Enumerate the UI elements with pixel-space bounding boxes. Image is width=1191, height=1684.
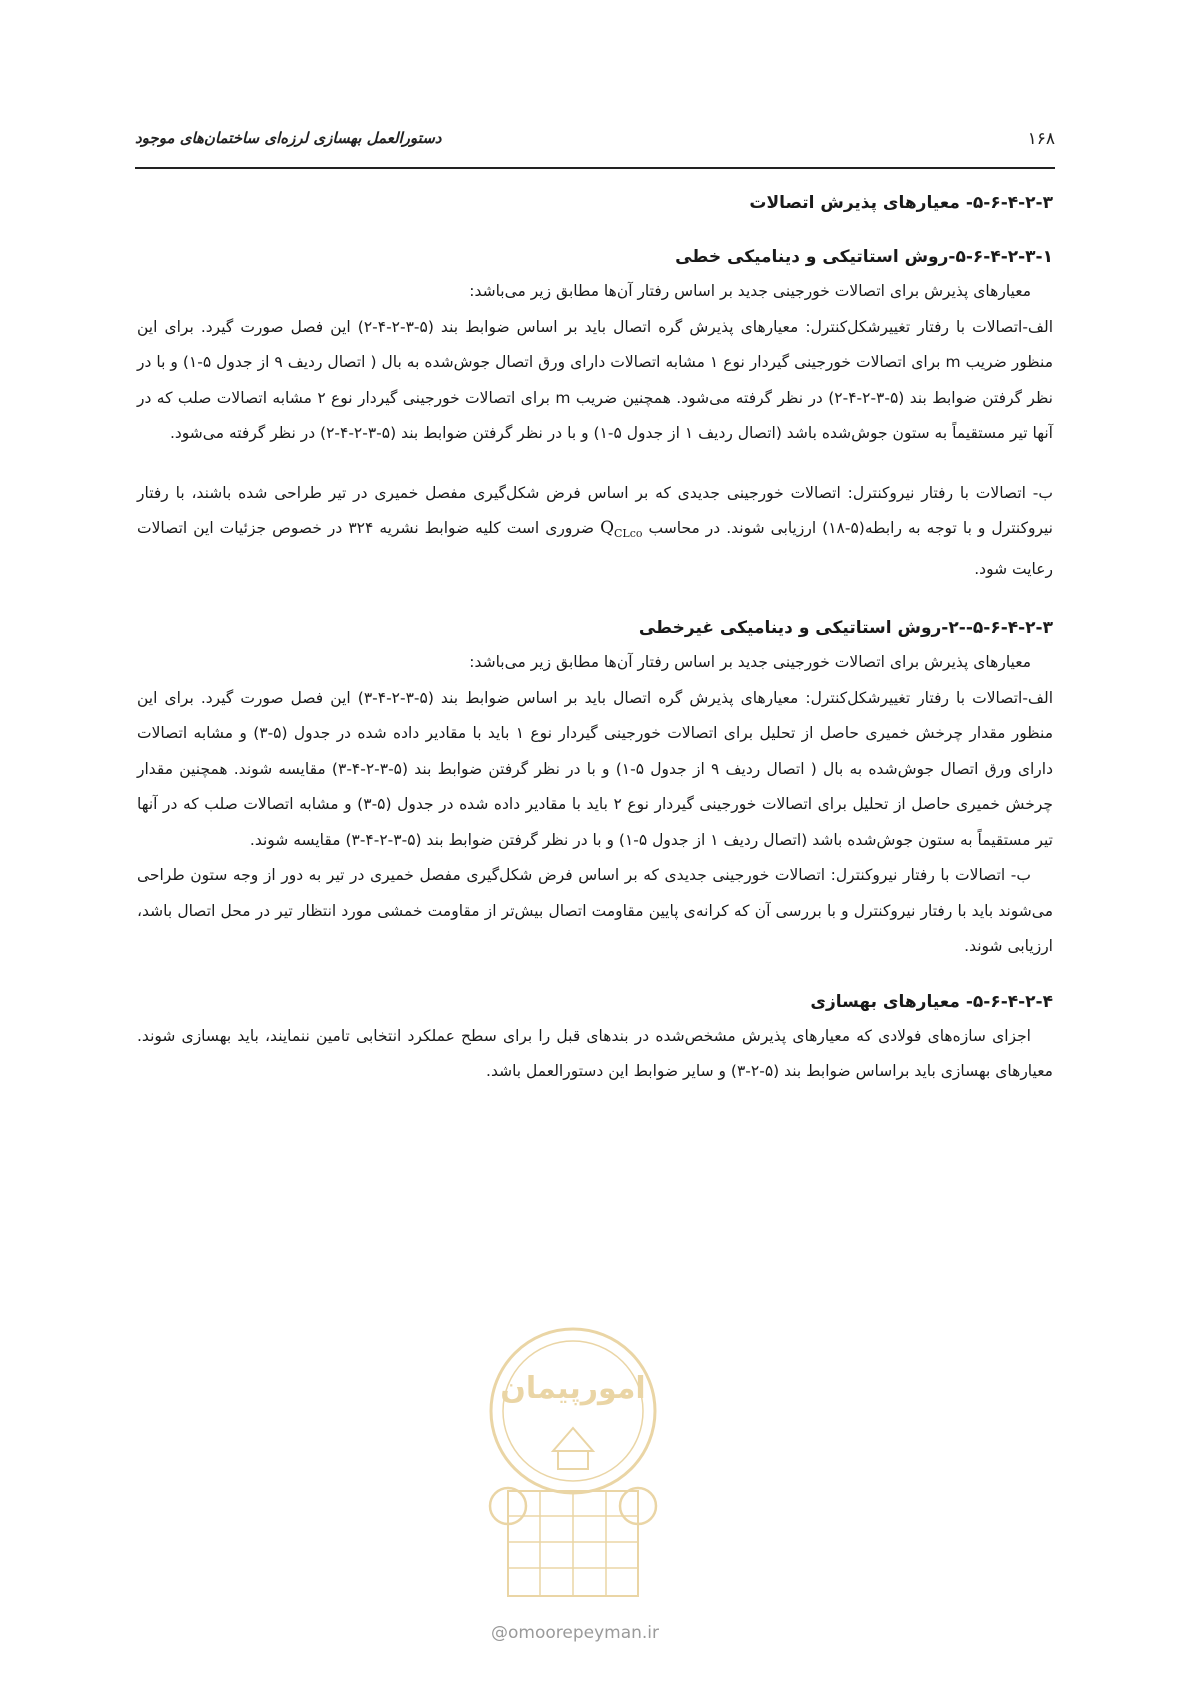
section-heading-linear-methods: ۵-۶-۴-۲-۳-۱-روش استاتیکی و دینامیکی خطی (675, 247, 1053, 267)
formula-symbol: Q (600, 518, 615, 538)
paragraph-nonlinear-deformation-controlled: الف-اتصالات با رفتار تغییرشکل‌کنترل: معیارهای پذیرش گره اتصال باید بر اساس ضوابط بند (۵-۳-۲-۴-۳) این فصل صورت گیرد. برای این منظور مقدار چرخش خمیری حاصل از تحلیل برای اتصالات خورجینی گیردار نوع ۱ باید با مقادیر داده شده در جدول (۵-۳) و مشابه اتصالات دارای ورق اتصال جوش‌شده به بال ( اتصال ردیف ۹ از جدول ۵-۱) و با در نظر گرفتن ضوابط بند (۵-۳-۲-۴-۳) مقایسه شوند. همچنین مقدار چرخش خمیری حاصل از تحلیل برای اتصالات خورجینی گیردار نوع ۲ باید با مقادیر داده شده در جدول (۵-۳) و مشابه اتصالات صلب که در آنها تیر مستقیماً به ستون جوش‌شده باشد (اتصال ردیف ۱ از جدول ۵-۱) و با در نظر گرفتن ضوابط بند (۵-۳-۲-۴-۳) مقایسه شوند. (137, 688, 1054, 849)
section-heading-nonlinear-methods: ۵-۶-۴-۲-۳--۲-روش استاتیکی و دینامیکی غیرخطی (638, 618, 1053, 639)
paragraph-nonlinear-intro: معیارهای پذیرش برای اتصالات خورجینی جدید بر اساس رفتار آن‌ها مطابق زیر می‌باشد: (469, 653, 1031, 672)
watermark-site: @omoorepeyman.ir (490, 1623, 660, 1643)
page-number: ۱۶۸ (1027, 129, 1055, 149)
paragraph-retrofit-criteria: اجزای سازه‌های فولادی که معیارهای پذیرش مشخص‌شده در بندهای قبل را برای سطح عملکرد انتخابی تامین ننمایند، باید بهسازی شوند. معیارهای بهسازی باید براساس ضوابط بند (۵-۲-۳) و سایر ضوابط این دستورالعمل باشد. (137, 1026, 1053, 1081)
text-span: ب- اتصالات با رفتار نیروکنترل: اتصالات خورجینی جدیدی که بر اساس فرض شکل‌گیری مفصل خمیری در تیر طراحی شده باشند، با رفتار نیروکنترل و با توجه به رابطه(۵-۱۸) ارزیابی شوند. در محاسب (137, 483, 1053, 537)
watermark-logo (468, 1316, 678, 1616)
paragraph-linear-deformation-controlled: الف-اتصالات با رفتار تغییرشکل‌کنترل: معیارهای پذیرش گره اتصال باید بر اساس ضوابط بند (۵-۳-۲-۴-۲) این فصل صورت گیرد. برای این منظور ضریب m برای اتصالات خورجینی گیردار نوع ۱ مشابه اتصالات دارای ورق اتصال جوش‌شده به بال ( اتصال ردیف ۹ از جدول ۵-۱) و با در نظر گرفتن ضوابط بند (۵-۳-۲-۴-۲) در نظر گرفته می‌شود. همچنین ضریب m برای اتصالات خورجینی گیردار نوع ۲ مشابه اتصالات صلب که در آنها تیر مستقیماً به ستون جوش‌شده باشد (اتصال ردیف ۱ از جدول ۵-۱) و با در نظر گرفتن ضوابط بند (۵-۳-۲-۴-۲) در نظر گرفته می‌شود. (137, 317, 1054, 442)
section-heading-acceptance-criteria: ۵-۶-۴-۲-۳- معیارهای پذیرش اتصالات (749, 193, 1053, 213)
document-body (137, 186, 1053, 1090)
text-span: ضروری است کلیه ضوابط نشریه ۳۲۴ در خصوص جزئیات این اتصالات رعایت شود. (137, 519, 1053, 578)
section-heading-retrofit-criteria: ۵-۶-۴-۲-۴- معیارهای بهسازی (810, 991, 1053, 1012)
watermark-logo-text: امورپیمان (500, 1371, 646, 1406)
paragraph-linear-force-controlled (137, 476, 1053, 588)
formula-qclco (600, 518, 643, 541)
page-header (135, 123, 1055, 169)
running-title: دستورالعمل بهسازی لرزه‌ای ساختمان‌های موجود (135, 129, 442, 147)
formula-subscript: CLco (614, 527, 643, 541)
paragraph-nonlinear-force-controlled: ب- اتصالات با رفتار نیروکنترل: اتصالات خورجینی جدیدی که بر اساس فرض شکل‌گیری مفصل خمیری در تیر به دور از وجه ستون طراحی می‌شوند باید با رفتار نیروکنترل و با بررسی آن که کرانه‌ی پایین مقاومت اتصال بیش‌تر از مقاومت خمشی مورد انتظار تیر در محل اتصال باشد، ارزیابی شوند. (137, 866, 1053, 956)
paragraph-linear-intro: معیارهای پذیرش برای اتصالات خورجینی جدید بر اساس رفتار آن‌ها مطابق زیر می‌باشد: (469, 282, 1031, 300)
